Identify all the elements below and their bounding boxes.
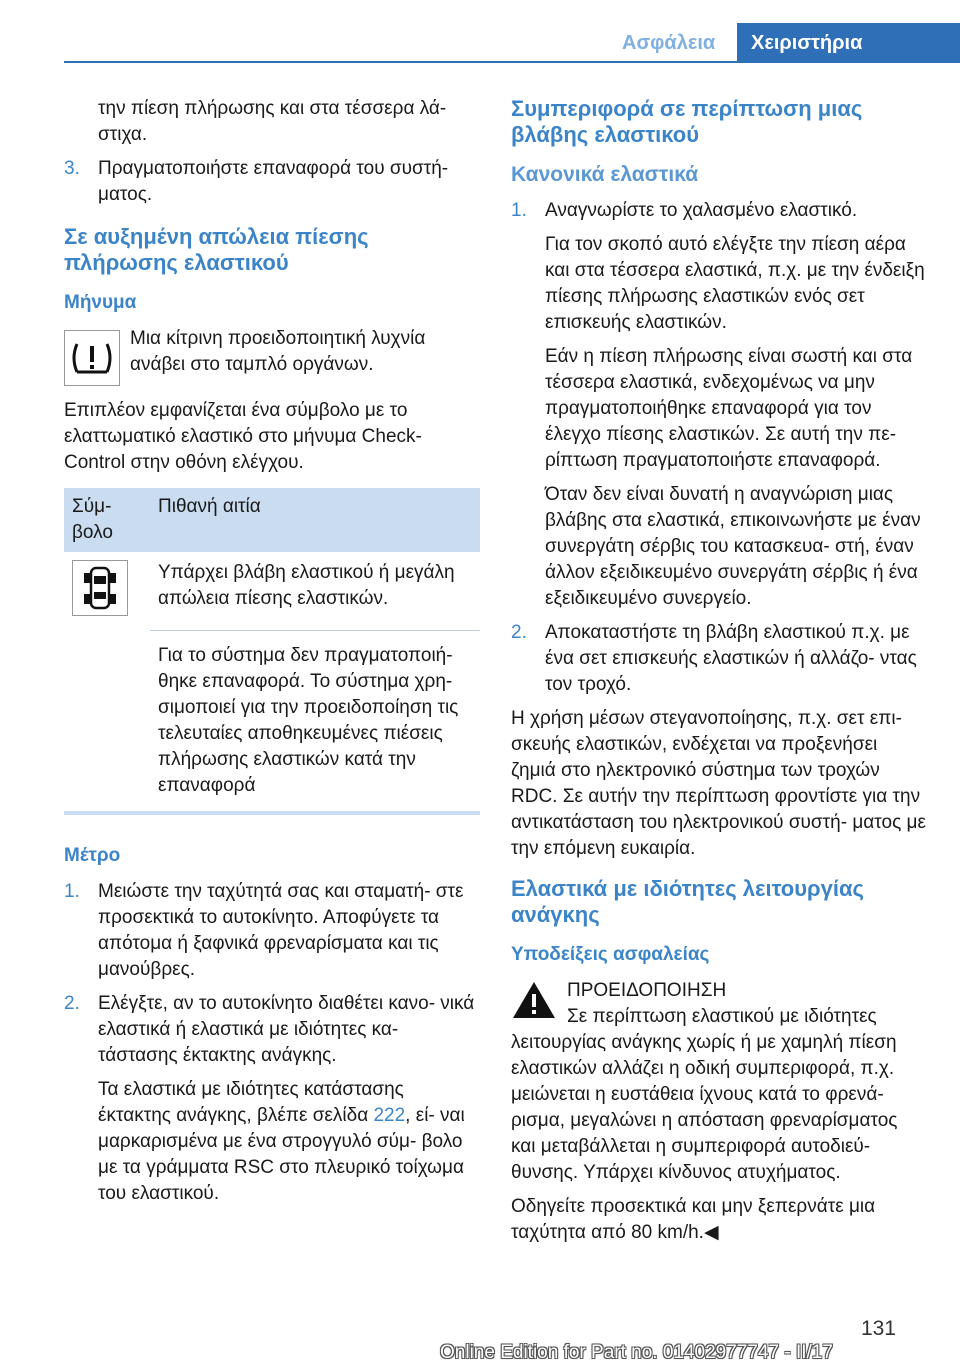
- car-tire-icon: [72, 560, 128, 616]
- table-bottom-rule: [64, 811, 480, 815]
- warning-text-2: Οδηγείτε προσεκτικά και μην ξεπερνάτε μια ταχύτητα από 80 km/h.◀: [511, 1196, 876, 1243]
- symbol-paragraph: Επιπλέον εμφανίζεται ένα σύμβολο με το ελαττωματικό ελαστικό στο μήνυμα Check- Control στην οθόνη ελέγχου.: [64, 400, 422, 473]
- page-header: [0, 0, 960, 62]
- list-item: [511, 198, 927, 224]
- page-link[interactable]: 222: [373, 1105, 406, 1126]
- tire-pressure-warning-icon: [64, 330, 120, 386]
- page-number: 131: [860, 1317, 896, 1340]
- message-block: [64, 326, 480, 386]
- edition-watermark: Online Edition for Part no. 01402977747 - II/17: [440, 1342, 833, 1362]
- table-cell-symbol: [64, 552, 150, 811]
- list-paragraph: Εάν η πίεση πλήρωσης είναι σωστή και στα τέσσερα ελαστικά, ενδεχομένως να μην πραγματοποιήθηκε επαναφορά για τον έλεγχο πίεσης ελαστικών. Σε αυτή την πε‐ ρίπτωση πραγματοποιήστε επαναφορά.: [545, 346, 913, 471]
- warning-title: ΠΡΟΕΙΔΟΠΟΙΗΣΗ: [567, 980, 727, 1001]
- subheading-normal-tires: Κανονικά ελαστικά: [511, 163, 699, 186]
- subheading-message: Μήνυμα: [64, 292, 137, 313]
- table-row: [64, 552, 480, 631]
- message-text: Μια κίτρινη προειδοποιητική λυχνία ανάβει στο ταμπλό οργάνων.: [130, 328, 426, 375]
- subheading-measure: Μέτρο: [64, 845, 121, 866]
- right-column: [511, 96, 927, 1254]
- subheading-safety: Υποδείξεις ασφαλείας: [511, 944, 710, 965]
- list-text: Πραγματοποιήστε επαναφορά του συστή‐ ματος.: [98, 158, 449, 205]
- list-number: 2.: [64, 993, 80, 1014]
- list-paragraph: Για τον σκοπό αυτό ελέγξτε την πίεση αέρα και στα τέσσερα ελαστικά, π.χ. με την ένδειξη πίεσης πλήρωσης ελαστικών ενός σετ επισκευής ελαστικών.: [545, 234, 925, 333]
- warning-text: [511, 1004, 927, 1186]
- cause-table: [64, 488, 480, 811]
- list-text: Μειώστε την ταχύτητά σας και σταματή‐ στε προσεκτικά το αυτοκίνητο. Αποφύγετε τα απότομα ή ξαφνικά φρεναρίσματα και τις μανούβρες.: [98, 881, 464, 980]
- header-rule: [64, 61, 960, 63]
- list-text: Ελέγξτε, αν το αυτοκίνητο διαθέτει κανο‐ νικά ελαστικά ή ελαστικά με ιδιότητες κα‐ τάστασης έκτακτης ανάγκης.: [98, 993, 475, 1066]
- list-number: 3.: [64, 158, 80, 179]
- sealant-paragraph: Η χρήση μέσων στεγανοποίησης, π.χ. σετ επι‐ σκευής ελαστικών, ενδέχεται να προξενήσει ζημιά στο ηλεκτρονικό σύστημα των τροχών RDC. Σε αυτήν την περίπτωση φροντίστε για την αντικατάσταση του ηλεκτρονικού συστή‐ ματος με την επόμενη ευκαιρία.: [511, 708, 926, 859]
- list-item: [511, 620, 927, 698]
- list-item: [64, 991, 480, 1069]
- left-column: [64, 96, 480, 1215]
- warning-triangle-icon: [511, 980, 557, 1020]
- list-paragraph: Όταν δεν είναι δυνατή η αναγνώριση μιας βλάβης στα ελαστικά, επικοινωνήστε με έναν συνεργάτη σέρβις του κατασκευα‐ στή, έναν άλλον εξειδικευμένο συνεργάτη σέρβις ή ένα εξειδικευμένο συνεργείο.: [545, 484, 921, 609]
- warning-body: Σε περίπτωση ελαστικού με ιδιότητες λειτουργίας ανάγκης χωρίς ή με χαμηλή πίεση ελαστικών αλλάζει η οδική συμπεριφορά, π.χ. μειώνεται η ευστάθεια ίχνους κατά το φρενά‐ ρισμα, μεγαλώνει η απόσταση φρεναρίσματος και μεταβάλλεται η συμπεριφορά αυτοδιεύ‐ θυνσης. Υπάρχει κίνδυνος ατυχήματος.: [511, 1006, 898, 1183]
- note-text: Τα ελαστικά με ιδιότητες κατάστασης έκτακτης ανάγκης, βλέπε σελίδα: [98, 1079, 404, 1126]
- list-number: 1.: [511, 200, 527, 221]
- tab-active[interactable]: Χειριστήρια: [737, 23, 960, 62]
- table-header-row: [64, 488, 480, 552]
- section-heading: Συμπεριφορά σε περίπτωση μιας βλάβης ελαστικού: [511, 96, 863, 147]
- column-header-cause: Πιθανή αιτία: [150, 488, 480, 552]
- note-text: , εί‐ ναι μαρκαρισμένα με ένα στρογγυλό σύμ‐ βολο με τα γράμματα RSC στο πλευρικό τοίχωμα του ελαστικού.: [98, 1105, 465, 1204]
- list-text: Αποκαταστήστε τη βλάβη ελαστικού π.χ. με ένα σετ επισκευής ελαστικών ή αλλάζο‐ ντας τον τροχό.: [545, 622, 917, 695]
- section-heading: Σε αυξημένη απώλεια πίεσης πλήρωσης ελαστικού: [64, 224, 369, 275]
- list-text: Αναγνωρίστε το χαλασμένο ελαστικό.: [545, 200, 858, 221]
- table-cell-cause: Για το σύστημα δεν πραγματοποιή‐ θηκε επαναφορά. Το σύστημα χρη‐ σιμοποιεί για την προειδοποίηση τις τελευταίες αποθηκευμένες πιέσεις πλήρωσης ελαστικών κατά την επαναφορά: [150, 631, 480, 812]
- continued-text: την πίεση πλήρωσης και στα τέσσερα λά‐ στιχα.: [98, 98, 447, 145]
- warning-block: [511, 978, 927, 1246]
- table-cell-cause: Υπάρχει βλάβη ελαστικού ή μεγάλη απώλεια πίεσης ελαστικών.: [158, 562, 455, 609]
- runflat-note: [64, 1077, 480, 1207]
- column-header-symbol: Σύμ‐ βολο: [64, 488, 150, 552]
- list-number: 1.: [64, 881, 80, 902]
- list-number: 2.: [511, 622, 527, 643]
- list-item: [64, 156, 480, 208]
- list-item: [64, 879, 480, 983]
- tab-section[interactable]: Ασφάλεια: [622, 31, 716, 54]
- section-heading: Ελαστικά με ιδιότητες λειτουργίας ανάγκης: [511, 876, 864, 927]
